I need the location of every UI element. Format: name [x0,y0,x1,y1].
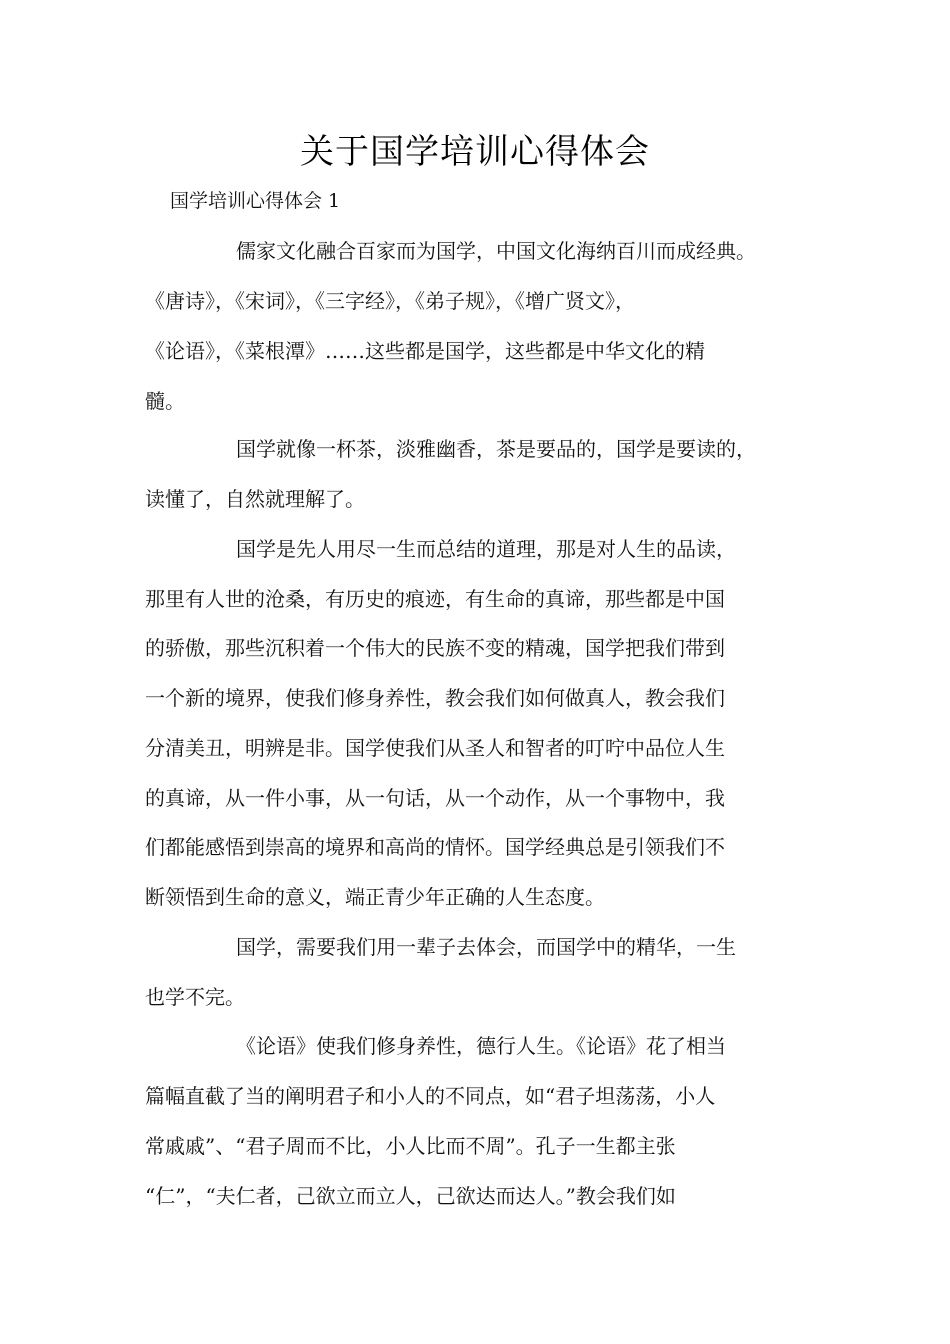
text-line: 儒家文化融合百家而为国学，中国文化海纳百川而成经典。 [236,239,756,263]
text-line: 《论语》使我们修身养性，德行人生。《论语》花了相当 [236,1034,726,1058]
text-line: 国学就像一杯茶，淡雅幽香，茶是要品的，国学是要读的， [236,437,756,461]
section-heading: 国学培训心得体会 1 [170,190,341,212]
text-line: 的真谛，从一件小事，从一句话，从一个动作，从一个事物中，我 [145,786,725,810]
text-line: 国学，需要我们用一辈子去体会，而国学中的精华，一生 [236,935,736,959]
text-line: 那里有人世的沧桑，有历史的痕迹，有生命的真谛，那些都是中国 [145,587,725,611]
text-line: 断领悟到生命的意义，端正青少年正确的人生态度。 [145,885,605,909]
text-line: 《唐诗》，《宋词》，《三字经》，《弟子规》，《增广贤文》， [145,289,635,313]
document-title: 关于国学培训心得体会 [300,132,650,172]
text-line: 篇幅直截了当的阐明君子和小人的不同点，如“君子坦荡荡，小人 [145,1084,716,1108]
text-line: 读懂了，自然就理解了。 [145,487,365,511]
text-line: 的骄傲，那些沉积着一个伟大的民族不变的精魂，国学把我们带到 [145,636,725,660]
text-line: 分清美丑，明辨是非。国学使我们从圣人和智者的叮咛中品位人生 [145,736,725,760]
text-line: “仁”，“夫仁者，己欲立而立人，己欲达而达人。”教会我们如 [145,1184,676,1208]
text-line: 《论语》，《菜根潭》……这些都是国学，这些都是中华文化的精 [145,339,705,363]
text-line: 国学是先人用尽一生而总结的道理，那是对人生的品读， [236,537,736,561]
text-line: 髓。 [145,389,185,413]
text-line: 一个新的境界，使我们修身养性，教会我们如何做真人，教会我们 [145,686,725,710]
text-line: 常戚戚”、“君子周而不比，小人比而不周”。孔子一生都主张 [145,1134,676,1158]
text-line: 们都能感悟到崇高的境界和高尚的情怀。国学经典总是引领我们不 [145,835,725,859]
text-line: 也学不完。 [145,985,245,1009]
